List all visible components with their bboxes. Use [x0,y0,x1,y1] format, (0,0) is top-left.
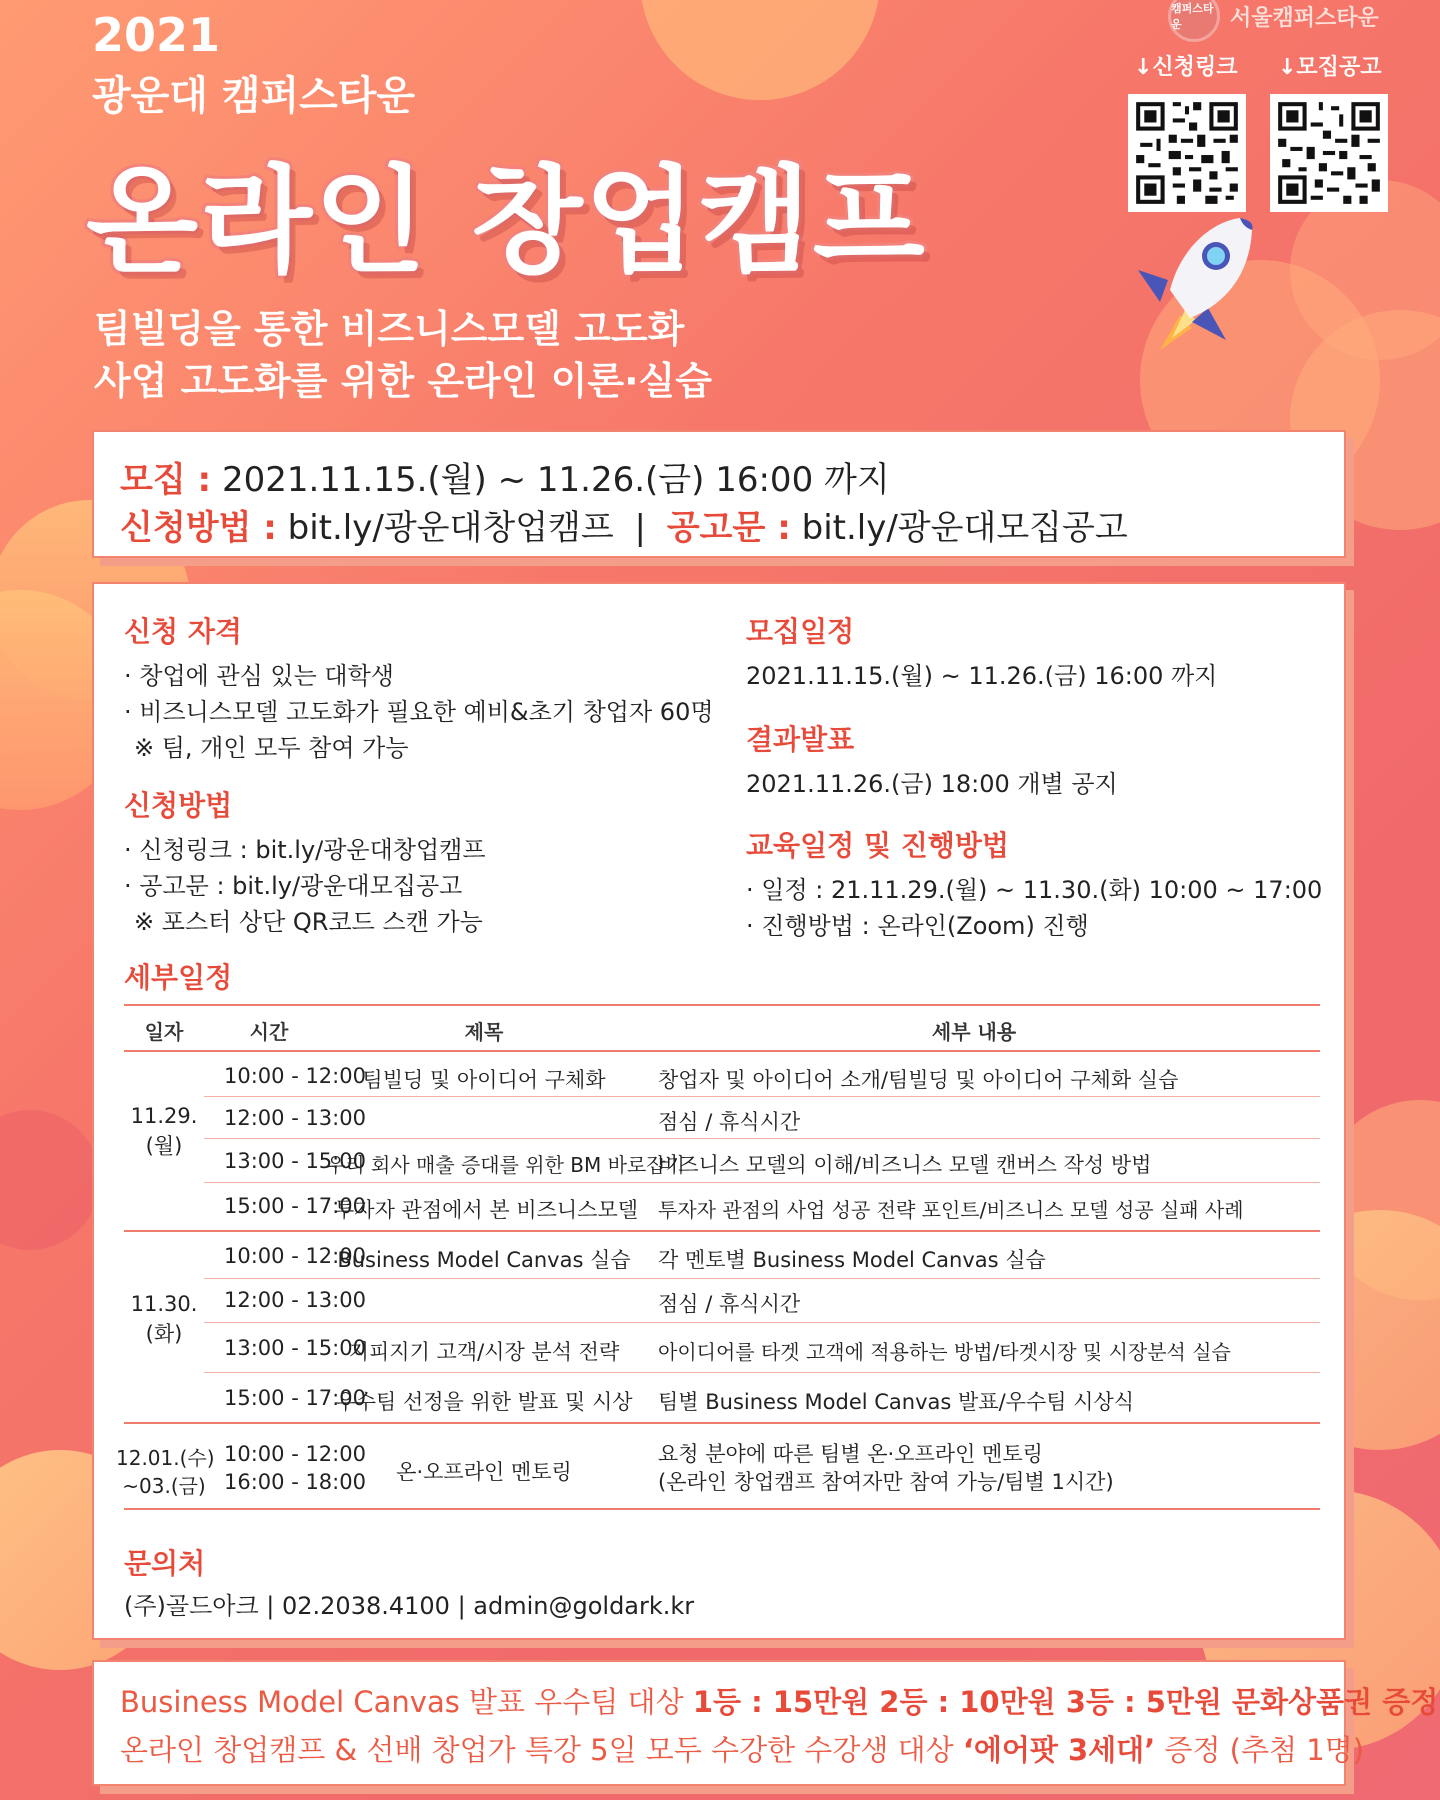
qr-label-apply: ↓신청링크 [1134,55,1238,80]
prize-line-2-highlight: ‘에어팟 3세대’ [962,1733,1156,1767]
row-divider [204,1096,1320,1097]
row-time: 15:00 - 17:00 [224,1194,366,1218]
recruit-row [120,452,890,501]
row-time: 16:00 - 18:00 [224,1470,366,1494]
rocket-icon [1130,210,1260,360]
row-detail: (온라인 창업캠프 참여자만 참여 가능/팀별 1시간) [658,1470,1114,1494]
header-date: 일자 [144,1020,184,1044]
qualification-heading: 신청 자격 [124,615,242,648]
summary-box [92,430,1346,558]
subtitle-line-1: 팀빌딩을 통한 비즈니스모델 고도화 [94,307,685,351]
day-label: 11.29. [130,1104,198,1128]
header-title: 제목 [464,1020,504,1044]
row-detail: 팀별 Business Model Canvas 발표/우수팀 시상식 [658,1390,1135,1414]
table-rule [124,1508,1320,1510]
row-title: 우수팀 선정을 위한 발표 및 시상 [335,1390,633,1414]
row-title: Business Model Canvas 실습 [337,1248,631,1272]
table-header [94,1016,1348,1046]
recruit-value: 2021.11.15.(월) ~ 11.26.(금) 16:00 까지 [221,460,890,500]
qualification-item: · 비즈니스모델 고도화가 필요한 예비&초기 창업자 60명 [124,698,714,726]
qualification-note: ※ 팀, 개인 모두 참여 가능 [134,734,409,762]
row-detail: 창업자 및 아이디어 소개/팀빌딩 및 아이디어 구체화 실습 [658,1068,1179,1092]
row-detail: 투자자 관점의 사업 성공 전략 포인트/비즈니스 모델 성공 실패 사례 [658,1198,1244,1222]
result-heading: 결과발표 [746,723,855,756]
prize-line-2 [120,1728,1364,1769]
row-time: 13:00 - 15:00 [224,1149,366,1173]
qr-code-icon [1128,94,1246,212]
schedule-table [94,1004,1348,1544]
row-time: 13:00 - 15:00 [224,1336,366,1360]
details-box [92,582,1346,1640]
education-heading: 교육일정 및 진행방법 [746,829,1009,862]
row-time: 15:00 - 17:00 [224,1386,366,1410]
day-weekday: (화) [145,1322,183,1346]
day-label: 12.01.(수) [116,1446,215,1470]
row-title: 온·오프라인 멘토링 [396,1460,572,1484]
row-divider [204,1138,1320,1139]
row-title: 지피지기 고객/시장 분석 전략 [348,1340,620,1364]
row-time: 10:00 - 12:00 [224,1442,366,1466]
method-heading: 신청방법 [124,789,233,822]
prize-line-2-tail: 증정 (추첨 1명) [1155,1733,1365,1767]
table-rule [124,1004,1320,1006]
qr-label-notice: ↓모집공고 [1278,55,1382,80]
row-detail: 점심 / 휴식시간 [658,1110,801,1134]
method-item: · 신청링크 : bit.ly/광운대창업캠프 [124,836,486,864]
contact-heading: 문의처 [124,1547,206,1580]
subtitle-line-2: 사업 고도화를 위한 온라인 이론·실습 [94,359,712,403]
row-divider [204,1278,1320,1279]
row-detail: 점심 / 휴식시간 [658,1292,801,1316]
qr-code-icon [1270,94,1388,212]
education-item: · 진행방법 : 온라인(Zoom) 진행 [746,912,1089,940]
prize-box [92,1660,1439,1786]
method-note: ※ 포스터 상단 QR코드 스캔 가능 [134,908,483,936]
contact-value: (주)골드아크 | 02.2038.4100 | admin@goldark.kr [124,1592,695,1620]
header-detail: 세부 내용 [931,1020,1017,1044]
prize-line-1-highlight: 1등 : 15만원 2등 : 10만원 3등 : 5만원 문화상품권 증정 [692,1685,1439,1719]
qualification-item: · 창업에 관심 있는 대학생 [124,662,394,690]
prize-line-2-text: 온라인 창업캠프 & 선배 창업가 특강 5일 모두 수강한 수강생 대상 [120,1733,963,1767]
table-rule [124,1230,1320,1232]
education-item: · 일정 : 21.11.29.(월) ~ 11.30.(화) 10:00 ~ 17:00 [746,876,1323,904]
notice-label: 공고문 : [666,508,791,548]
qr-code-apply[interactable] [1128,94,1246,212]
row-detail: 각 멘토별 Business Model Canvas 실습 [658,1248,1046,1272]
row-divider [204,1182,1320,1183]
logo-badge: 캠퍼스타운 [1168,0,1220,42]
header-time: 시간 [249,1020,289,1044]
prize-line-1-text: Business Model Canvas 발표 우수팀 대상 [120,1685,693,1719]
row-divider [204,1322,1320,1323]
row-time: 10:00 - 12:00 [224,1064,366,1088]
day-weekday: (월) [145,1134,183,1158]
result-value: 2021.11.26.(금) 18:00 개별 공지 [746,770,1118,798]
prize-line-1 [120,1680,1438,1721]
schedule-value: 2021.11.15.(월) ~ 11.26.(금) 16:00 까지 [746,662,1218,690]
day-label: 11.30. [130,1292,198,1316]
logo-text: 서울캠퍼스타운 [1230,5,1379,31]
method-item: · 공고문 : bit.ly/광운대모집공고 [124,872,463,900]
apply-link[interactable]: bit.ly/광운대창업캠프 [287,508,614,548]
row-divider [204,1372,1320,1373]
day-label: ~03.(금) [122,1474,206,1498]
campustown-logo [1168,0,1379,42]
detail-schedule-heading: 세부일정 [124,961,233,994]
recruit-label: 모집 : [120,460,212,500]
row-detail: 아이디어를 타겟 고객에 적용하는 방법/타겟시장 및 시장분석 실습 [658,1340,1231,1364]
row-title: 투자자 관점에서 본 비즈니스모델 [334,1198,639,1222]
separator: | [634,508,647,548]
row-title: 우리 회사 매출 증대를 위한 BM 바로잡기 [326,1153,685,1177]
schedule-heading: 모집일정 [746,615,855,648]
apply-label: 신청방법 : [120,508,277,548]
row-detail: 비즈니스 모델의 이해/비즈니스 모델 캔버스 작성 방법 [658,1153,1152,1177]
poster-title: 온라인 창업캠프 [86,154,927,289]
row-time: 12:00 - 13:00 [224,1288,366,1312]
row-detail: 요청 분야에 따른 팀별 온·오프라인 멘토링 [658,1442,1043,1466]
row-time: 12:00 - 13:00 [224,1106,366,1130]
organizer-name: 광운대 캠퍼스타운 [92,73,416,119]
table-rule [124,1050,1320,1052]
event-year: 2021 [92,8,221,62]
notice-link[interactable]: bit.ly/광운대모집공고 [801,508,1128,548]
table-rule [124,1422,1320,1424]
row-title: 팀빌딩 및 아이디어 구체화 [362,1068,606,1092]
apply-row [120,500,1128,549]
row-time: 10:00 - 12:00 [224,1244,366,1268]
qr-code-notice[interactable] [1270,94,1388,212]
